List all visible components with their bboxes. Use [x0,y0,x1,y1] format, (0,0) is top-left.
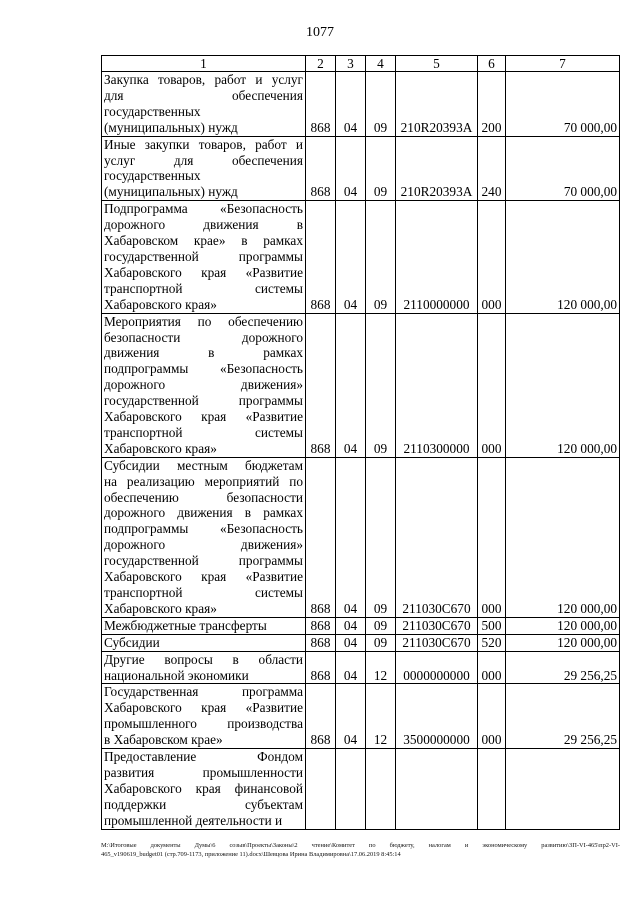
row-name-line: государственных [104,168,201,184]
header-cell-1: 1 [102,56,306,72]
amount-cell: 120 000,00 [506,313,620,457]
table-row [102,136,620,201]
header-cell-4: 4 [366,56,396,72]
subsection-code-cell: 09 [366,136,396,201]
row-name-line: поддержки субъектам [104,796,303,812]
row-name-cell [102,201,306,313]
row-name-line: дорожного движения в [104,217,303,233]
subsection-code-cell: 09 [366,313,396,457]
expense-type-cell: 520 [478,634,506,651]
amount-cell [506,749,620,830]
row-name-line: Хабаровского края «Развитие [104,700,303,716]
section-code-cell: 04 [336,136,366,201]
expense-type-cell: 500 [478,617,506,634]
section-code-cell: 04 [336,201,366,313]
footer-line-2: 465_v190619_budget01 (стр.709-1173, приложение 11).docx\Шевцова Ирина Владимировна\17.06.2019 8:45:14 [101,851,401,858]
subsection-code-cell: 12 [366,651,396,684]
row-name-line: Подпрограмма «Безопасность [104,201,303,217]
amount-cell: 120 000,00 [506,457,620,617]
header-cell-2: 2 [306,56,336,72]
ministry-code-cell: 868 [306,651,336,684]
section-code-cell [336,749,366,830]
expense-type-cell: 200 [478,72,506,137]
section-code-cell: 04 [336,457,366,617]
ministry-code-cell: 868 [306,136,336,201]
ministry-code-cell: 868 [306,617,336,634]
target-article-cell: 2110300000 [396,313,478,457]
expense-type-cell: 000 [478,201,506,313]
header-cell-3: 3 [336,56,366,72]
row-name-line: движения в рамках [104,345,303,361]
row-name-line: национальной экономики [104,667,249,683]
target-article-cell: 3500000000 [396,684,478,749]
row-name-line: Другие вопросы в области [104,651,303,667]
target-article-cell: 211030С670 [396,634,478,651]
ministry-code-cell [306,749,336,830]
ministry-code-cell: 868 [306,201,336,313]
row-name-line: для обеспечения [104,87,303,103]
amount-cell: 29 256,25 [506,684,620,749]
table-row [102,651,620,684]
table-row [102,749,620,830]
row-name-line: Межбюджетные трансферты [104,617,267,633]
expense-type-cell [478,749,506,830]
row-name-line: Субсидии [104,634,160,650]
target-article-cell: 210R20393A [396,72,478,137]
row-name-line: обеспечению безопасности [104,489,303,505]
amount-cell: 70 000,00 [506,136,620,201]
amount-cell: 120 000,00 [506,634,620,651]
row-name-cell [102,684,306,749]
expense-type-cell: 000 [478,651,506,684]
row-name-cell [102,136,306,201]
row-name-line: в Хабаровском крае» [104,732,223,748]
row-name-cell [102,313,306,457]
header-row [102,56,620,72]
row-name-line: услуг для обеспечения [104,152,303,168]
row-name-line: подпрограммы «Безопасность [104,521,303,537]
row-name-line: Предоставление Фондом [104,749,303,765]
section-code-cell: 04 [336,313,366,457]
row-name-line: (муниципальных) нужд [104,184,238,200]
page-number: 1077 [306,25,334,40]
section-code-cell: 04 [336,72,366,137]
expense-type-cell: 000 [478,313,506,457]
row-name-cell [102,749,306,830]
ministry-code-cell: 868 [306,457,336,617]
table-row [102,72,620,137]
target-article-cell: 211030С670 [396,457,478,617]
row-name-line: Хабаровском крае» в рамках [104,233,303,249]
ministry-code-cell: 868 [306,684,336,749]
target-article-cell [396,749,478,830]
row-name-cell [102,457,306,617]
ministry-code-cell: 868 [306,72,336,137]
row-name-line: Хабаровского края» [104,600,217,616]
expense-type-cell: 240 [478,136,506,201]
row-name-line: государственной программы [104,553,303,569]
row-name-line: Иные закупки товаров, работ и [104,136,303,152]
section-code-cell: 04 [336,617,366,634]
row-name-line: государственных [104,103,201,119]
header-cell-6: 6 [478,56,506,72]
row-name-line: Мероприятия по обеспечению [104,313,303,329]
amount-cell: 120 000,00 [506,201,620,313]
target-article-cell: 0000000000 [396,651,478,684]
row-name-line: Хабаровского края «Развитие [104,409,303,425]
expense-type-cell: 000 [478,684,506,749]
row-name-cell [102,617,306,634]
section-code-cell: 04 [336,684,366,749]
header-cell-7: 7 [506,56,620,72]
row-name-line: Субсидии местным бюджетам [104,457,303,473]
subsection-code-cell: 09 [366,617,396,634]
row-name-line: (муниципальных) нужд [104,119,238,135]
subsection-code-cell: 09 [366,634,396,651]
row-name-line: транспортной системы [104,424,303,440]
row-name-line: Хабаровского края «Развитие [104,569,303,585]
row-name-cell [102,634,306,651]
subsection-code-cell: 09 [366,201,396,313]
amount-cell: 70 000,00 [506,72,620,137]
target-article-cell: 211030С670 [396,617,478,634]
row-name-line: Хабаровского края» [104,296,217,312]
row-name-line: подпрограммы «Безопасность [104,361,303,377]
table-row [102,313,620,457]
expense-type-cell: 000 [478,457,506,617]
row-name-line: промышленной деятельности и [104,812,283,828]
table-row [102,457,620,617]
row-name-line: развития промышленности [104,764,303,780]
table-row [102,634,620,651]
ministry-code-cell: 868 [306,313,336,457]
row-name-line: дорожного движения» [104,537,303,553]
subsection-code-cell [366,749,396,830]
row-name-line: Хабаровского края «Развитие [104,264,303,280]
subsection-code-cell: 12 [366,684,396,749]
row-name-line: дорожного движения в рамках [104,505,303,521]
section-code-cell: 04 [336,651,366,684]
target-article-cell: 2110000000 [396,201,478,313]
subsection-code-cell: 09 [366,72,396,137]
row-name-line: государственной программы [104,393,303,409]
amount-cell: 29 256,25 [506,651,620,684]
budget-table [101,55,620,830]
row-name-cell [102,72,306,137]
file-path-footer [101,841,620,859]
footer-line-1: M:\Итоговые документы Думы\6 созыв\Проекты\Законы\2 чтение\Комитет по бюджету, налогам и экономическому развитию\ЗП-VI-465\пр2-VI- [101,842,620,849]
header-cell-5: 5 [396,56,478,72]
row-name-line: безопасности дорожного [104,329,303,345]
ministry-code-cell: 868 [306,634,336,651]
row-name-line: на реализацию мероприятий по [104,473,303,489]
row-name-line: государственной программы [104,248,303,264]
section-code-cell: 04 [336,634,366,651]
row-name-line: Закупка товаров, работ и услуг [104,72,303,87]
subsection-code-cell: 09 [366,457,396,617]
row-name-line: дорожного движения» [104,377,303,393]
amount-cell: 120 000,00 [506,617,620,634]
table-row [102,201,620,313]
row-name-line: транспортной системы [104,585,303,600]
row-name-line: промышленного производства [104,716,303,732]
table-row [102,617,620,634]
target-article-cell: 210R20393A [396,136,478,201]
row-name-line: Хабаровского края финансовой [104,780,303,796]
row-name-line: транспортной системы [104,280,303,296]
row-name-line: Хабаровского края» [104,440,217,456]
row-name-cell [102,651,306,684]
table-row [102,684,620,749]
row-name-line: Государственная программа [104,684,303,700]
